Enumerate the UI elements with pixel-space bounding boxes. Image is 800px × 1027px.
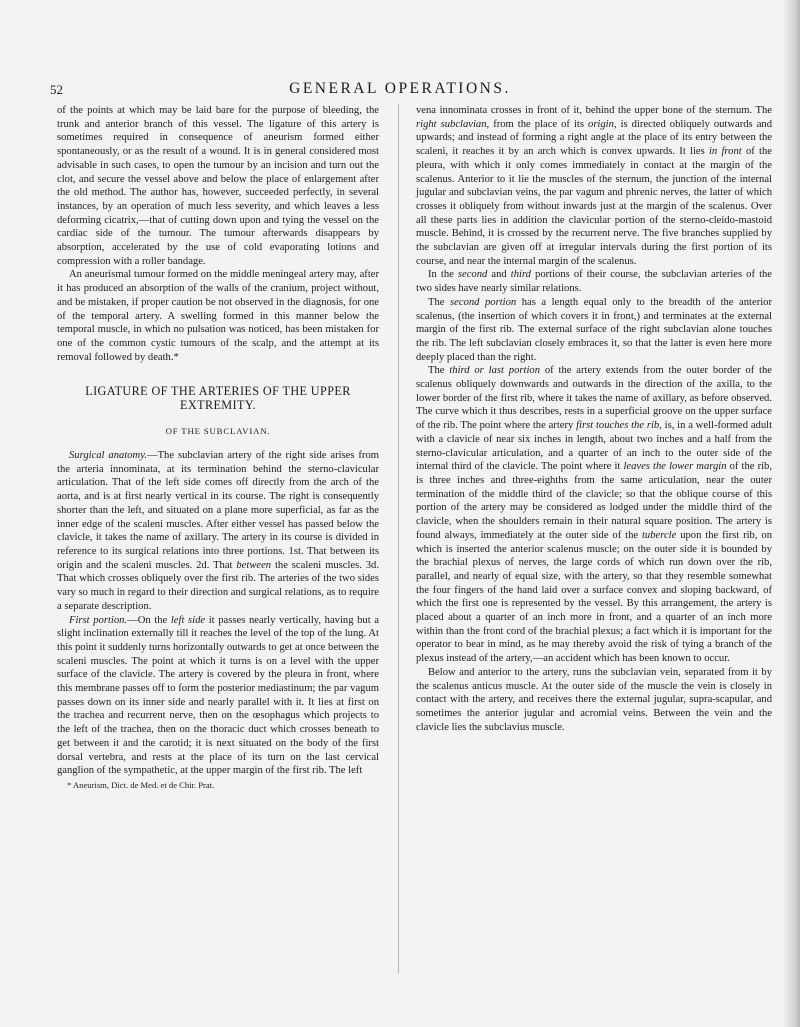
running-head: GENERAL OPERATIONS. [289,80,511,97]
paragraph: of the points at which may be laid bare for the purpose of bleeding, the trunk and anterior branch of this vessel. The ligature of this artery is sometimes required in consequence of aneurism formed either spontaneously, or as the result of a wound. It is in general considered most advisable in such cases, to open the tumour by an incision and turn out the clot, and secure the vessel above and below the place of enlargement after the old method. The author has, however, succeeded perfectly, in several instances, by an operation of much less severity, and which leaves a less deforming cicatrix,—that of cutting down upon and tying the vessel on the cardiac side of the tumour. The tumour afterwards disappears by absorption, accelerated by the use of cold evaporating lotions and compression with a roller bandage. [57,105,379,267]
section-title: LIGATURE OF THE ARTERIES OF THE UPPER EXTREMITY. [85,384,351,413]
page-number: 52 [50,82,63,97]
paragraph: vena innominata crosses in front of it, behind the upper bone of the sternum. The right subclavian, from the place of its origin, is directed obliquely outwards and upwards; and instead of forming a right angle at the place of its entry between the scaleni, it reaches it by an arch which is convex upwards. It lies in front of the pleura, with which it only comes immediately in contact at the margin of the scalenus. Anterior to it lie the muscles of the sternum, the junction of the internal jugular and subclavian veins, the par vagum and phrenic nerves, the latter of which crosses it obliquely from without inwards just at the margin of the scalenus. Over all these parts lies in addition the clavicular portion of the sterno-cleido-mastoid muscle. Behind, it is crossed by the recurrent nerve. The five branches supplied by the subclavian are given off at irregular intervals during the first portion of its course, and near the internal margin of the scalenus. [416,105,772,267]
subsection-title: OF THE SUBCLAVIAN. [165,426,271,437]
paragraph: The third or last portion of the artery extends from the outer border of the scalenus obliquely downwards and outwards in the direction of the axilla, to the lower border of the first rib, where it takes the name of axillary, as before observed. The curve which it thus describes, rests in a superficial groove on the upper surface of the rib. The point where the artery first touches the rib, is, in a well-formed adult with a clavicle of near six inches in length, about two inches and a half from the sterno-clavicular articulation, and a quarter of an inch to the outer side of the internal third of the clavicle. The point where it leaves the lower margin of the rib, is three inches and three-eighths from the same articulation, near the outer termination of the middle third of the clavicle; so that the oblique course of this portion of the artery may be considered as lodged under the middle third of the clavicle, when the shoulders remain in their natural square position. The artery is found always, immediately at the outer side of the tubercle upon the first rib, on which is inserted the anterior scalenus muscle; on the outer side it is bounded by the brachial plexus of nerves, the large cords of which run down over the rib, parallel, and nearly of equal size, with the artery, so that they resemble somewhat the four fingers of the hand laid over a surface convex and sloping backward, of which the first one is represented by the vessel. By this arrangement, the artery is placed about a quarter of an inch more in front, and a quarter of an inch more within than the front cord of the brachial plexus; a fact which it is important for the operator to bear in mind, as he may thereby avoid the risk of tying a branch of the plexus instead of the artery,—an accident which has been known to occur. [416,365,773,665]
paragraph: Below and anterior to the artery, runs the subclavian vein, separated from it by the scalenus anticus muscle. At the outer side of the muscle the vein is closely in contact with the artery, and receives there the external jugular, supra-scapular, and sometimes the anterior jugular and acromial veins. Between the vein and the clavicle lies the subclavius muscle. [416,666,772,733]
right-column [416,104,772,734]
paragraph: The second portion has a length equal only to the breadth of the anterior scalenus, (the insertion of which covers it in front,) and terminates at the external margin of the first rib. The external surface of the right subclavian alone touches the rib. The left subclavian closely embraces it, so that the latter is even here more deeply placed than the right. [416,296,772,363]
paragraph: An aneurismal tumour formed on the middle meningeal artery may, after it has produced an absorption of the walls of the cranium, project without, and be mistaken, if proper caution be not observed in the diagnosis, for one of the temporal artery. A swelling formed in this manner below the temporal muscle, in which no pulsation was noticed, has been mistaken for one of the common cystic tumours of the scalp, and the attempt at its removal followed by death.* [57,269,379,363]
paragraph: Surgical anatomy.—The subclavian artery of the right side arises from the arteria innominata, at its termination behind the sterno-clavicular articulation. That of the left side comes off directly from the arch of the aorta, and is at first nearly vertical in its course. The right is consequently shorter than the left, and situated on a plane more superficial, as far as the inner edge of the scaleni muscles. After either vessel has passed below the clavicle, it takes the name of axillary. The artery in its course is divided in reference to its surgical relations into three portions. 1st. That between its origin and the scaleni muscles. 2d. That between the scaleni muscles. 3d. That which crosses obliquely over the first rib. The arteries of the two sides vary so much in regard to their direction and surgical relations, as to require a separate description. [57,450,379,612]
paragraph: First portion.—On the left side it passes nearly vertically, having but a slight inclination externally till it reaches the level of the top of the lung. At this point it suddenly turns horizontally outwards to get at once between the scaleni muscles. The point at which it turns is on a level with the upper surface of the clavicle. The artery is covered by the pleura in front, where this membrane passes off to form the posterior mediastinum; the par vagum passes down on its inner side and nearly parallel with it. It lies at first on the trachea and recurrent nerve, then on the œsophagus which projects to the left of the trachea, then on the thoracic duct which crosses beneath to get between it and the carotid; it is next situated on the body of the first dorsal vertebra, and rests at the place of its turn on the last cervical ganglion of the sympathetic, at the upper margin of the first rib. The left [57,614,380,777]
page-edge-shadow [782,0,800,1027]
paragraph-label: First portion. [69,614,128,626]
paragraph-label: Surgical anatomy. [69,450,147,462]
paragraph: In the second and third portions of their course, the subclavian arteries of the two sides have nearly similar relations. [416,269,773,295]
column-divider [398,104,399,974]
footnote: * Aneurism, Dict. de Med. et de Chir. Prat. [67,779,215,790]
left-column [57,104,379,793]
